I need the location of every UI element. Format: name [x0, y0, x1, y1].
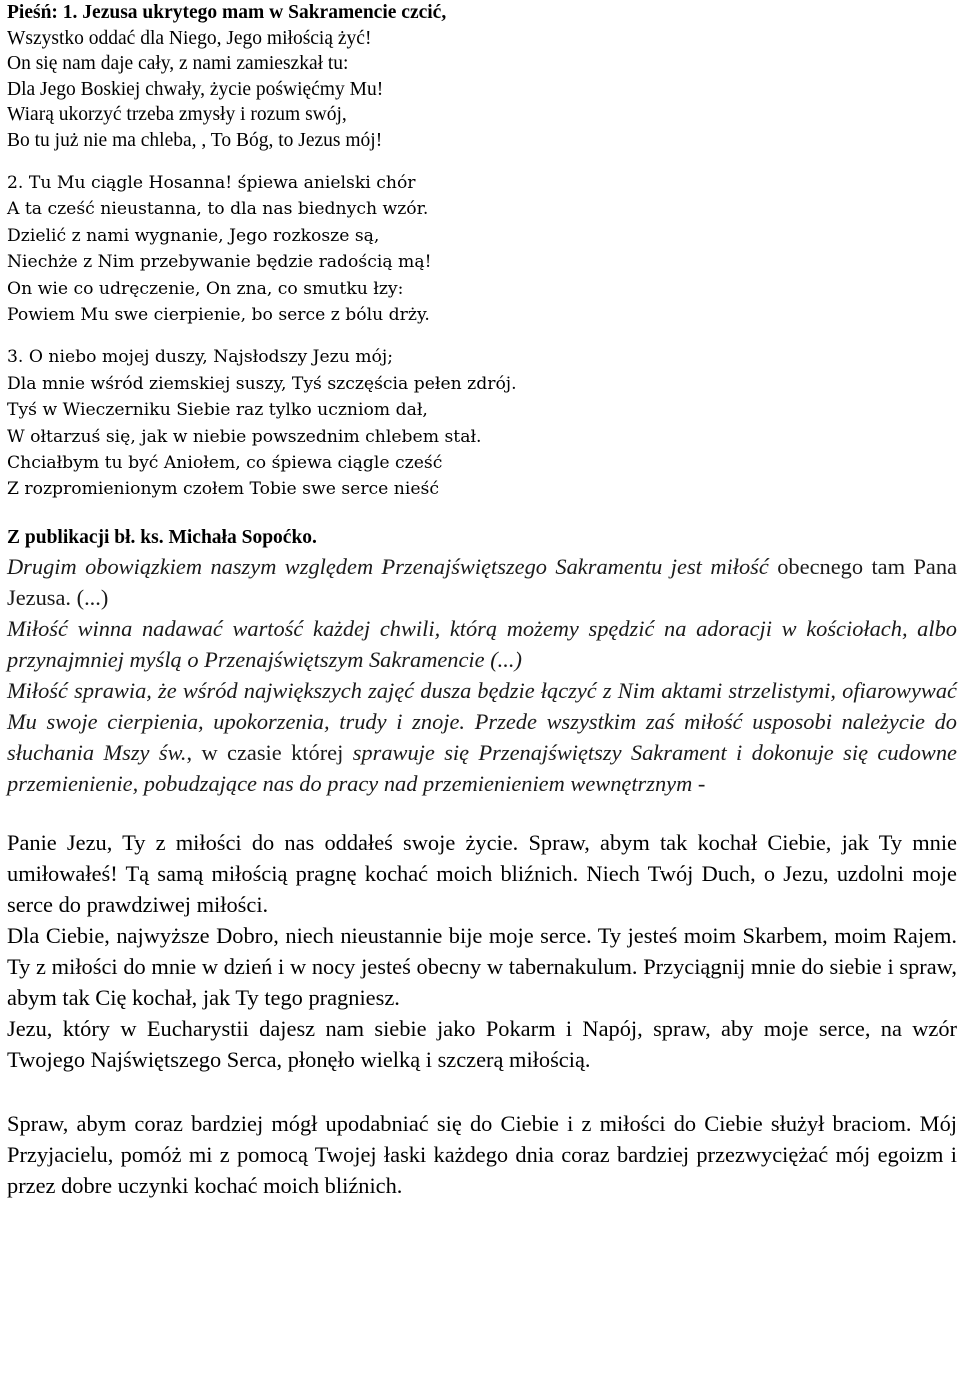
quote-text-upright: , w czasie której: [186, 739, 344, 765]
song-line: Chciałbym tu być Aniołem, co śpiewa ciągle cześć: [7, 453, 443, 474]
song-title-line: Pieśń: 1. Jezusa ukrytego mam w Sakramencie czcić,: [7, 2, 447, 23]
song-line: Bo tu już nie ma chleba, , To Bóg, to Jezus mój!: [7, 129, 383, 151]
song-line: On wie co udręczenie, On zna, co smutku łzy:: [7, 278, 404, 299]
source-heading: Z publikacji bł. ks. Michała Sopoćko.: [7, 526, 317, 548]
prayer-paragraph-2: Dla Ciebie, najwyższe Dobro, niech nieustannie bije moje serce. Ty jesteś moim Skarbem, moim Rajem. Ty z miłości do mnie w dzień i w nocy jesteś obecny w tabernakulum. Przyciągnij mnie do siebie i spraw, abym tak Cię kochał, jak Ty tego pragniesz.: [7, 922, 957, 1010]
song-line: Dla Jego Boskiej chwały, życie poświęćmy Mu!: [7, 78, 384, 100]
document-page: [7, 0, 957, 1201]
quote-text: Miłość sprawia, że wśród największych zajęć dusza będzie łączyć z Nim aktami strzelistymi, ofiarowywać Mu swoje cierpienia, upokorzenia, trudy i znoje. Przede wszystkim zaś miłość usposobi należycie do słuchania Mszy św.: [7, 677, 957, 765]
song-stanza-1: [7, 0, 957, 153]
song-line: On się nam daje cały, z nami zamieszkał tu:: [7, 53, 349, 74]
song-line: Z rozpromienionym czołem Tobie swe serce nieść: [7, 479, 439, 500]
quote-text: Drugim obowiązkiem naszym względem Przenajświętszego Sakramentu jest miłość: [7, 553, 778, 579]
song-line: 3. O niebo mojej duszy, Najsłodszy Jezu mój;: [7, 347, 394, 368]
quote-text: sprawuje się Przenajświętszy Sakrament i dokonuje się cudowne przemienienie, pobudzające nas do pracy nad przemienieniem wewnętrznym -: [7, 739, 957, 796]
quote-paragraph-1: [7, 551, 957, 613]
song-line: 2. Tu Mu ciągle Hosanna! śpiewa anielski chór: [7, 173, 416, 193]
song-stanza-2: [7, 170, 957, 328]
prayer-block: [7, 827, 957, 1201]
prayer-paragraph-3: Jezu, który w Eucharystii dajesz nam siebie jako Pokarm i Napój, spraw, aby moje serce, na wzór Twojego Najświętszego Serca, płonęło wielką i szczerą miłością.: [7, 1015, 957, 1072]
song-line: Powiem Mu swe cierpienie, bo serce z bólu drży.: [7, 305, 430, 326]
prayer-paragraph-4: Spraw, abym coraz bardziej mógł upodabniać się do Ciebie i z miłości do Ciebie służył braciom. Mój Przyjacielu, pomóż mi z pomocą Twojej łaski każdego dnia coraz bardziej przezwyciężać mój egoizm i przez dobre uczynki kochać moich bliźnich.: [7, 1110, 957, 1198]
song-line: A ta cześć nieustanna, to dla nas biednych wzór.: [7, 199, 429, 220]
quote-block: [7, 551, 957, 799]
song-stanza-3: [7, 344, 957, 502]
quote-paragraph-3: [7, 675, 957, 799]
quote-text-upright: obecnego tam Pana Jezusa. (...): [7, 553, 957, 610]
song-line: Wszystko oddać dla Niego, Jego miłością żyć!: [7, 27, 372, 49]
song-line: Dzielić z nami wygnanie, Jego rozkosze są,: [7, 225, 380, 246]
song-line: Niechże z Nim przebywanie będzie radością mą!: [7, 252, 432, 273]
prayer-paragraph-1: Panie Jezu, Ty z miłości do nas oddałeś swoje życie. Spraw, abym tak kochał Ciebie, jak Ty mnie umiłowałeś! Tą samą miłością pragnę kochać moich bliźnich. Niech Twój Duch, o Jezu, uzdolni moje serce do prawdziwej miłości.: [7, 829, 957, 917]
song-line: Wiarą ukorzyć trzeba zmysły i rozum swój,: [7, 104, 347, 125]
song-line: Dla mnie wśród ziemskiej suszy, Tyś szczęścia pełen zdrój.: [7, 373, 517, 394]
song-line: W ołtarzuś się, jak w niebie powszednim chlebem stał.: [7, 426, 482, 447]
quote-paragraph-2: Miłość winna nadawać wartość każdej chwili, którą możemy spędzić na adoracji w kościołach, albo przynajmniej myślą o Przenajświętszym Sakramencie (...): [7, 615, 957, 672]
song-line: Tyś w Wieczerniku Siebie raz tylko uczniom dał,: [7, 400, 428, 421]
